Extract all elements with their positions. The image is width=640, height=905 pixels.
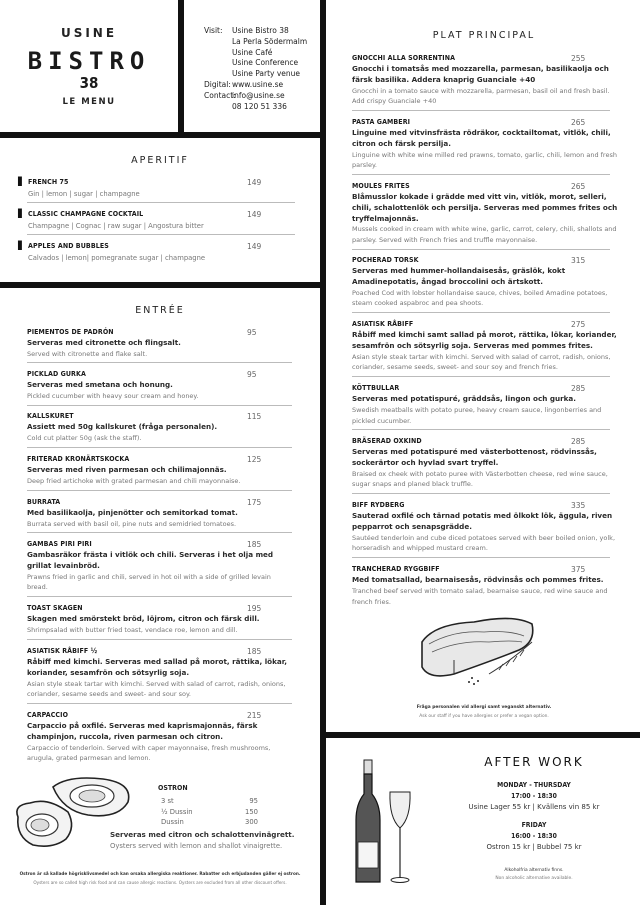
after-work-block bbox=[428, 780, 640, 813]
item-desc-en: Sautéed tenderloin and cube diced potatoes served with beer boiled onion, yolk, horseradish and whipped mustard cream. bbox=[352, 533, 616, 553]
item-price: 185 bbox=[247, 647, 262, 656]
item-price: 215 bbox=[247, 711, 262, 720]
item-price: 315 bbox=[571, 256, 586, 265]
item-price: 275 bbox=[571, 320, 586, 329]
plat-principal-section bbox=[328, 0, 640, 732]
contact-info bbox=[184, 0, 320, 132]
oyster-price: 95 bbox=[249, 797, 258, 805]
website-link[interactable]: www.usine.se bbox=[232, 79, 284, 89]
item-name: KALLSKURET bbox=[27, 412, 74, 420]
item-desc-en: Braised ox cheek with potato puree with Västerbotten cheese, red wine sauce, sugar snaps and planed black truffle. bbox=[352, 469, 608, 489]
champagne-glass-icon: ▋ bbox=[18, 209, 25, 218]
divider bbox=[27, 639, 292, 640]
item-desc-sv: Assiett med 50g kallskuret (fråga personalen). bbox=[27, 422, 218, 431]
divider bbox=[352, 557, 610, 558]
entree-item bbox=[27, 604, 292, 636]
item-name: PASTA GAMBERI bbox=[352, 118, 411, 126]
item-desc-sv: Linguine med vitvinsfrästa rödräkor, cocktailtomat, vitlök, chili, citron och färsk persilja. bbox=[352, 128, 611, 148]
item-name: BIFF RYDBERG bbox=[352, 501, 405, 509]
item-desc-sv: Med tomatsallad, bearnaisesås, rödvinsås och pommes frites. bbox=[352, 575, 604, 584]
divider bbox=[352, 110, 610, 111]
item-desc-en: Pickled cucumber with heavy sour cream and honey. bbox=[27, 391, 199, 400]
item-name: TRANCHERAD RYGGBIFF bbox=[352, 565, 440, 573]
steak-illustration bbox=[414, 612, 554, 692]
frame-divider-vertical-main bbox=[320, 0, 326, 905]
visit-venue: Usine Conference bbox=[232, 58, 299, 68]
item-name: MOULES FRITES bbox=[352, 182, 410, 190]
aperitif-item bbox=[18, 241, 296, 264]
after-work-section bbox=[328, 740, 640, 905]
item-desc-en: Asian style steak tartar with kimchi. Served with salad of carrot, radish, onions, coriander, sesame seeds, sweet- and sour soy and french fries. bbox=[352, 352, 611, 372]
entree-item bbox=[27, 455, 292, 487]
item-desc-en: Linguine with white wine milled red prawns, tomato, garlic, chili, lemon and fresh parsley. bbox=[352, 150, 617, 170]
item-name: TOAST SKAGEN bbox=[27, 604, 83, 612]
item-desc-en: Cold cut platter 50g (ask the staff). bbox=[27, 433, 142, 442]
allergy-note-en: Ask our staff if you have allergies or prefer a vegan option. bbox=[419, 714, 549, 719]
divider bbox=[352, 429, 610, 430]
item-desc-en: Poached Cod with lobster hollandaise sauce, chives, boiled Amadine potatoes, steam cooked aspabroc and pea shoots. bbox=[352, 288, 608, 308]
visit-label: Visit: bbox=[204, 26, 223, 35]
main-course-item bbox=[352, 437, 622, 490]
after-work-note-en: Non alcoholic alternative available. bbox=[495, 876, 573, 881]
divider bbox=[27, 234, 295, 235]
entree-item bbox=[27, 412, 292, 444]
after-work-deal: Ostron 15 kr | Bubbel 75 kr bbox=[486, 843, 582, 851]
divider bbox=[352, 312, 610, 313]
item-desc-sv: Serveras med smetana och honung. bbox=[27, 380, 173, 389]
main-course-item bbox=[352, 384, 622, 426]
logo-bistro: BISTRO bbox=[27, 47, 151, 75]
after-work-block bbox=[428, 820, 640, 853]
item-desc-en: Served with citronette and flake salt. bbox=[27, 349, 148, 358]
divider bbox=[352, 493, 610, 494]
item-desc-sv: Serveras med potatispuré med västerbottenost, rödvinssås, sockerärtor och hyvlad svart tryffel. bbox=[352, 447, 597, 467]
item-price: 375 bbox=[571, 565, 586, 574]
champagne-bottle-illustration bbox=[354, 758, 426, 888]
item-price: 265 bbox=[571, 182, 586, 191]
item-name: APPLES AND BUBBLES bbox=[28, 242, 109, 250]
oyster-footnote-en: Oysters are so called high risk food and can cause allergic reactions. Oysters are excluded from all other discount offers. bbox=[33, 880, 287, 885]
item-desc-sv: Serveras med potatispuré, gräddsås, lingon och gurka. bbox=[352, 394, 577, 403]
oyster-qty: Dussin bbox=[161, 818, 184, 826]
item-desc-en: Shrimpsalad with butter fried toast, vendace roe, lemon and dill. bbox=[27, 625, 238, 634]
champagne-glass-icon: ▋ bbox=[18, 177, 25, 186]
item-price: 149 bbox=[247, 210, 262, 219]
logo-block bbox=[0, 0, 178, 132]
item-desc-sv: Råbiff med kimchi. Serveras med sallad på morot, rättika, lökar, koriander, sesamfrön och sötsyrlig soja. bbox=[27, 657, 287, 677]
allergy-note-sv: Fråga personalen vid allergi samt veganskt alternativ. bbox=[416, 705, 552, 710]
item-desc-sv: Sauterad oxfilé och tärnad potatis med ölkokt lök, äggula, riven pepparrot och senapsgrädde. bbox=[352, 511, 613, 531]
item-name: OSTRON bbox=[158, 784, 188, 792]
entree-item bbox=[27, 647, 292, 700]
phone-number[interactable]: 08 120 51 336 bbox=[232, 101, 287, 111]
item-desc: Gin | lemon | sugar | champagne bbox=[28, 190, 140, 198]
oyster-price: 300 bbox=[245, 818, 258, 826]
visit-venue: Usine Party venue bbox=[232, 69, 301, 79]
item-desc-en: Prawns fried in garlic and chili, served in hot oil with a side of grilled levain bread. bbox=[27, 572, 271, 592]
oyster-illustration bbox=[8, 767, 138, 852]
divider bbox=[352, 249, 610, 250]
oyster-qty: ½ Dussin bbox=[161, 807, 193, 816]
item-price: 285 bbox=[571, 437, 586, 446]
item-desc: Calvados | lemon| pomegranate sugar | champagne bbox=[28, 254, 206, 262]
main-course-item bbox=[352, 54, 622, 107]
frame-divider-horizontal-mid bbox=[0, 282, 326, 288]
entree-item bbox=[27, 711, 292, 764]
item-desc-sv: Blåmusslor kokade i grädde med vitt vin, vitlök, morot, selleri, chili, schalottenlök och persilja. Serveras med pommes frites och tryffelmajonnäs. bbox=[352, 192, 618, 223]
section-title-plat-principal: PLAT PRINCIPAL bbox=[432, 30, 536, 41]
divider bbox=[352, 376, 610, 377]
contact-label: Contact: bbox=[204, 90, 236, 100]
item-price: 265 bbox=[571, 118, 586, 127]
divider bbox=[27, 202, 295, 203]
item-name: CARPACCIO bbox=[27, 711, 69, 719]
item-desc-en: Asian style steak tartar with kimchi. Served with salad of carrot, radish, onions, coriander, sesame seeds and sweet- and sour soy. bbox=[27, 679, 286, 699]
item-desc-en: Gnocchi in a tomato sauce with mozzarella, parmesan, basil oil and fresh basil. Add crispy Guanciale +40 bbox=[352, 86, 610, 106]
item-name: KÖTTBULLAR bbox=[352, 384, 400, 392]
item-name: FRENCH 75 bbox=[28, 178, 69, 186]
item-desc-en: Mussels cooked in cream with white wine, garlic, carrot, celery, chili, shallots and parsley. Served with French fries and truffle mayonnaise. bbox=[352, 225, 617, 245]
item-price: 115 bbox=[247, 412, 262, 421]
divider bbox=[27, 405, 292, 406]
item-name: GNOCCHI ALLA SORRENTINA bbox=[352, 54, 456, 62]
item-name: BRÄSERAD OXKIND bbox=[352, 437, 422, 445]
item-price: 95 bbox=[247, 370, 257, 379]
after-work-note-sv: Alkoholfria alternativ finns. bbox=[504, 868, 564, 873]
item-name: FRITERAD KRONÄRTSKOCKA bbox=[27, 455, 130, 463]
oyster-price: 150 bbox=[245, 807, 258, 816]
after-work-title: AFTER WORK bbox=[484, 755, 584, 769]
item-desc-sv: Med basilikaolja, pinjenötter och semitorkad tomat. bbox=[27, 508, 238, 517]
main-course-item bbox=[352, 182, 622, 246]
divider bbox=[352, 174, 610, 175]
entree-item bbox=[27, 328, 292, 360]
section-title-entree: ENTRÉE bbox=[135, 305, 185, 316]
item-desc-sv: Skagen med smörstekt bröd, löjrom, citron och färsk dill. bbox=[27, 614, 260, 623]
champagne-glass-icon: ▋ bbox=[18, 241, 25, 250]
oyster-footnote-sv: Ostron är så kallade högrisklivsmedel och kan orsaka allergiska reaktioner. Rabatter och erbjudanden gäller ej ostron. bbox=[19, 871, 301, 876]
main-course-item bbox=[352, 565, 622, 607]
digital-label: Digital: bbox=[204, 79, 231, 89]
item-name: PICKLAD GURKA bbox=[27, 370, 86, 378]
item-desc-en: Swedish meatballs with potato puree, heavy cream sauce, lingonberries and pickled cucumber. bbox=[352, 405, 602, 425]
item-desc-sv: Serveras med hummer-hollandaisesås, gräslök, kokt Amadinepotatis, ångad broccolini och ärtskott. bbox=[352, 266, 566, 286]
oyster-qty: 3 st bbox=[161, 797, 174, 805]
item-desc-sv: Råbiff med kimchi samt sallad på morot, rättika, lökar, koriander, sesamfrön och sötsyrlig soja. Serveras med pommes frites. bbox=[352, 330, 617, 350]
entree-item bbox=[27, 540, 292, 593]
item-desc-sv: Gambasräkor frästa i vitlök och chili. Serveras i het olja med grillat levainbröd. bbox=[27, 550, 274, 570]
after-work-day: MONDAY - THURSDAY bbox=[497, 781, 571, 789]
main-course-item bbox=[352, 320, 622, 373]
visit-venue: Usine Café bbox=[232, 47, 273, 57]
visit-venue: La Perla Södermalm bbox=[232, 36, 308, 46]
aperitif-item bbox=[18, 209, 296, 232]
section-title-aperitif: APERITIF bbox=[131, 155, 189, 166]
item-price: 185 bbox=[247, 540, 262, 549]
item-name: PIEMENTOS DE PADRÓN bbox=[27, 328, 114, 336]
aperitif-item bbox=[18, 177, 296, 200]
item-price: 95 bbox=[247, 328, 257, 337]
divider bbox=[27, 703, 292, 704]
item-desc-sv: Serveras med citronette och flingsalt. bbox=[27, 338, 181, 347]
item-desc-en: Tranched beef served with tomato salad, bearnaise sauce, red wine sauce and french fries. bbox=[352, 586, 608, 606]
main-course-item bbox=[352, 501, 622, 554]
divider bbox=[27, 532, 292, 533]
item-price: 285 bbox=[571, 384, 586, 393]
oyster-price-list bbox=[158, 784, 258, 828]
visit-venue: Usine Bistro 38 bbox=[232, 26, 289, 35]
item-name: ASIATISK RÅBIFF bbox=[352, 320, 414, 328]
item-price: 149 bbox=[247, 242, 262, 251]
item-price: 175 bbox=[247, 498, 262, 507]
item-desc-en: Deep fried artichoke with grated parmesan and chili mayonnaise. bbox=[27, 476, 241, 485]
item-price: 335 bbox=[571, 501, 586, 510]
item-desc-en: Burrata served with basil oil, pine nuts and semidried tomatoes. bbox=[27, 519, 237, 528]
oyster-desc-en: Oysters served with lemon and shallot vinaigrette. bbox=[110, 842, 283, 850]
divider bbox=[27, 596, 292, 597]
logo-usine: USINE bbox=[60, 26, 118, 40]
after-work-time: 17:00 - 18:30 bbox=[511, 792, 557, 800]
main-course-item bbox=[352, 118, 622, 171]
logo-le-menu: LE MENU bbox=[62, 97, 116, 107]
main-course-item bbox=[352, 256, 622, 309]
item-price: 195 bbox=[247, 604, 262, 613]
after-work-day: FRIDAY bbox=[521, 821, 547, 829]
entree-item bbox=[27, 370, 292, 402]
divider bbox=[27, 490, 292, 491]
entree-item bbox=[27, 498, 292, 530]
oyster-desc-sv: Serveras med citron och schalottenvinägrett. bbox=[110, 830, 295, 839]
item-price: 255 bbox=[571, 54, 586, 63]
frame-divider-horizontal-top bbox=[0, 132, 326, 138]
item-desc-en: Carpaccio of tenderloin. Served with caper mayonnaise, fresh mushrooms, arugula, grated parmesan and lemon. bbox=[27, 743, 271, 763]
item-name: POCHERAD TORSK bbox=[352, 256, 419, 264]
after-work-deal: Usine Lager 55 kr | Kvällens vin 85 kr bbox=[468, 803, 600, 811]
after-work-time: 16:00 - 18:30 bbox=[511, 832, 557, 840]
item-name: GAMBAS PIRI PIRI bbox=[27, 540, 92, 548]
item-desc-sv: Serveras med riven parmesan och chilimajonnäs. bbox=[27, 465, 227, 474]
divider bbox=[27, 362, 292, 363]
email-link[interactable]: info@usine.se bbox=[232, 90, 285, 100]
item-name: CLASSIC CHAMPAGNE COCKTAIL bbox=[28, 210, 144, 218]
item-desc-sv: Gnocchi i tomatsås med mozzarella, parmesan, basilikaolja och färsk basilika. Addera knaprig Guanciale +40 bbox=[352, 64, 609, 84]
item-desc: Champagne | Cognac | raw sugar | Angostura bitter bbox=[28, 222, 204, 230]
item-desc-sv: Carpaccio på oxfilé. Serveras med kaprismajonnäs, färsk champinjon, ruccola, riven parmesan och citron. bbox=[27, 721, 258, 741]
item-name: ASIATISK RÅBIFF ½ bbox=[27, 647, 98, 655]
frame-divider-horizontal-right bbox=[320, 732, 640, 738]
item-price: 149 bbox=[247, 178, 262, 187]
item-name: BURRATA bbox=[27, 498, 61, 506]
aperitif-section bbox=[0, 140, 320, 282]
logo-38: 38 bbox=[79, 74, 99, 92]
divider bbox=[27, 447, 292, 448]
item-price: 125 bbox=[247, 455, 262, 464]
